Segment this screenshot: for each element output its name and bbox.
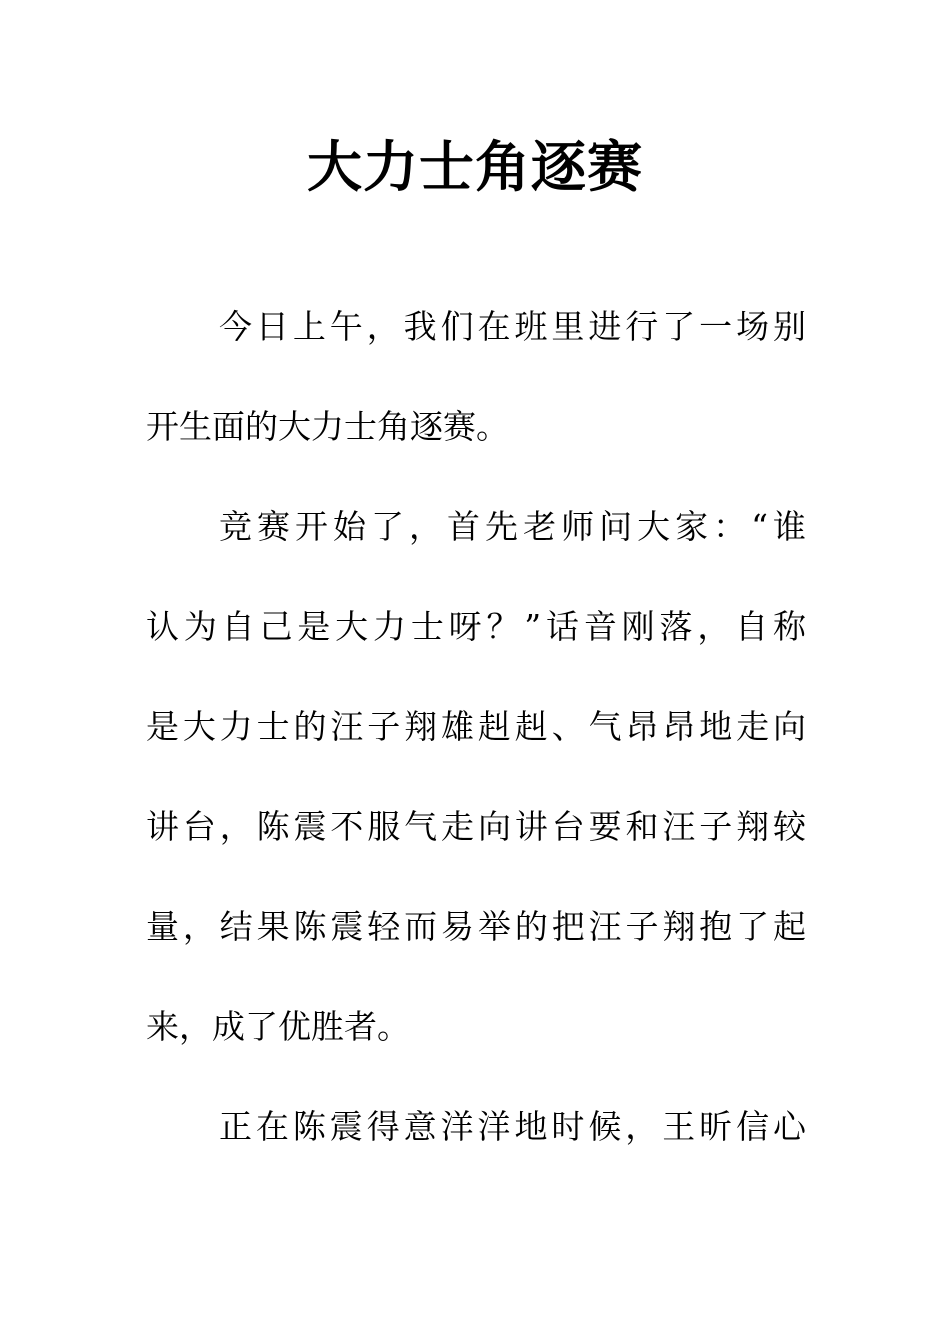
paragraph-1-line-1: 今日上午，我们在班里进行了一场别	[219, 307, 806, 346]
paragraph-2-line-2: 认为自己是大力士呀？”话音刚落，自称	[146, 607, 806, 646]
paragraph-2-line-6: 来，成了优胜者。	[146, 1007, 410, 1046]
paragraph-1-line-2: 开生面的大力士角逐赛。	[146, 407, 509, 446]
document-title: 大力士角逐赛	[306, 135, 643, 199]
paragraph-2-line-1: 竞赛开始了，首先老师问大家：“谁	[219, 507, 806, 546]
paragraph-2-line-5: 量，结果陈震轻而易举的把汪子翔抱了起	[146, 907, 806, 946]
paragraph-3-line-1: 正在陈震得意洋洋地时候，王昕信心	[219, 1107, 806, 1146]
paragraph-2-line-3: 是大力士的汪子翔雄赳赳、气昂昂地走向	[146, 707, 806, 746]
paragraph-2-line-4: 讲台，陈震不服气走向讲台要和汪子翔较	[146, 807, 806, 846]
document-body	[146, 302, 806, 1202]
